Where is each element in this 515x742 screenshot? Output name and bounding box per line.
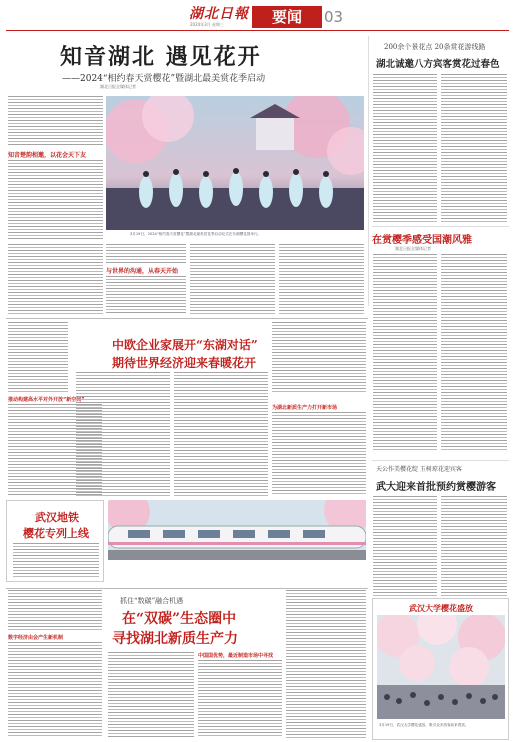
bottom-left-body xyxy=(8,590,102,630)
right-top-kicker: 200余个景花点 20条赏花游线路 xyxy=(384,43,486,51)
china-eu-subhead-2: 为湖北新质生产力打开新市场 xyxy=(272,405,338,411)
right-top-body xyxy=(441,74,507,224)
page-number: 03 xyxy=(324,8,344,26)
whu-kicker: 天公作美樱花绽 玉树琼花迎宾客 xyxy=(376,466,462,473)
issue-date: 2024年3月 星期三 xyxy=(190,22,224,27)
divider xyxy=(372,226,509,227)
lead-photo xyxy=(106,96,364,230)
lead-body-text xyxy=(190,244,275,314)
bottom-subhead-2: 中国国优势，最近制造市场中寻找 xyxy=(198,653,274,659)
lead-title: 知音湖北 遇见花开 xyxy=(60,44,262,70)
bottom-title-2: 寻找湖北新质生产力 xyxy=(112,631,238,647)
bottom-kicker: 抓住“数碳”融合机遇 xyxy=(120,597,184,605)
left-body-text xyxy=(8,322,68,392)
lead-body-text xyxy=(8,96,103,146)
whu-title: 武大迎来首批预约赏樱游客 xyxy=(376,482,496,493)
whu-cherry-box xyxy=(372,598,509,740)
section-title: 要闻 xyxy=(252,6,322,28)
whu-body xyxy=(373,496,437,596)
whu-cherry-photo xyxy=(377,615,505,719)
masthead-rule xyxy=(6,30,509,31)
wuhan-metro-box xyxy=(6,500,104,582)
section-rule xyxy=(6,588,368,589)
lead-photo-caption: 3月19日，2024“相约春天赏樱花”暨湖北最美赏花季启动仪式在东湖樱花园举行。 xyxy=(130,232,262,236)
lead-body-text xyxy=(8,160,103,240)
section-rule xyxy=(6,318,368,319)
bottom-title-1: 在“双碳”生态圈中 xyxy=(122,611,237,627)
china-eu-body xyxy=(272,322,366,392)
china-eu-title-1: 中欧企业家展开“东湖对话” xyxy=(112,338,258,352)
bottom-subhead-1: 数字经济由会产生新机制 xyxy=(8,635,64,641)
metro-body xyxy=(13,543,99,579)
bottom-body xyxy=(286,590,366,738)
left-subhead: 推动构建高水平对外开放“新空间” xyxy=(8,397,85,403)
lead-subhead-2: 与世界的沟通，从春天开始 xyxy=(106,268,179,275)
column-divider xyxy=(368,36,369,306)
right-mid-body xyxy=(373,254,437,452)
right-mid-title: 在赏樱季感受国潮风雅 xyxy=(372,235,472,246)
lead-body-text xyxy=(279,244,364,314)
metro-title-1: 武汉地铁 xyxy=(35,511,79,524)
right-top-body xyxy=(373,74,437,224)
lead-subtitle: ——2024“相约春天赏樱花”暨湖北最美赏花季启动 xyxy=(62,74,266,84)
whu-cherry-title: 武汉大学樱花盛放 xyxy=(409,603,473,613)
right-mid-byline: 湖北日报全媒体记者 xyxy=(395,246,431,251)
lead-body-text xyxy=(106,276,186,314)
metro-photo xyxy=(108,500,366,560)
metro-title-2: 樱花专列上线 xyxy=(23,527,89,540)
lead-byline: 湖北日报全媒体记者 xyxy=(100,84,136,89)
newspaper-logo: 湖北日報 xyxy=(189,6,249,22)
right-top-title: 湖北诚邀八方宾客赏花过春色 xyxy=(376,59,500,70)
whu-cherry-caption: 3月19日，武汉大学樱花盛放，吸引众多游客前来观赏。 xyxy=(379,723,469,727)
bottom-body xyxy=(108,652,194,738)
whu-body xyxy=(441,496,507,596)
bottom-body xyxy=(198,660,282,738)
china-eu-title-2: 期待世界经济迎来春暖花开 xyxy=(112,356,257,370)
china-eu-body xyxy=(272,412,366,496)
china-eu-body xyxy=(174,372,268,496)
right-mid-body xyxy=(441,254,507,452)
divider xyxy=(372,460,509,461)
bottom-left-body xyxy=(8,642,102,738)
lead-body-text xyxy=(106,244,186,264)
china-eu-body xyxy=(76,372,170,496)
lead-subhead-1: 知音楚韵相邀，以花会天下友 xyxy=(8,152,87,159)
lead-body-text xyxy=(8,244,103,314)
